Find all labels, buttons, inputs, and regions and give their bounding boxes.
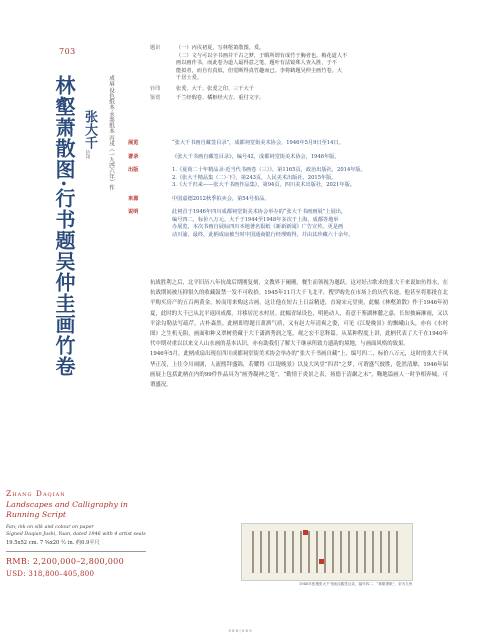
inscription-line: （二）文与可以字书画并千古之梦，于暇所谓有成竹于胸者也。梅花道人不 <box>176 52 348 59</box>
exhibition-text: “张大千书画自藏签目录”，成都祠堂街美术协会，1946年5月9日至14日。 <box>172 140 344 146</box>
note-line: 此祠首于1946年四川成都祠堂街美术协会举办的“张大千书画画展”上展出， <box>172 209 347 215</box>
image-caption: 1946年张墨张大千书画自藏签目录，编号四二，“林壑萧散”，宋为九州 <box>299 582 413 586</box>
essay-paragraph: 1946年5月，此柄成扇出现在四川成都祠堂街美术协会举办的“张大千书画自藏”上，编号四二，标价八万元，这时的张大千风华正茂，上往令川闹剧，人流熙拜盛锦，若耀得《江堤晚景》以及大风堂“四君”之梦，可谓盛气彼胜，乾然清靡，1946年届画展上包括此柄在内的99件作品具为“画秀凝神之笔”，“勤情于炎景之表，扬德于清飙之末”，鞠地篇画人一时争相奔城，可谓盛况。 <box>150 351 448 389</box>
provenance-block <box>128 140 450 239</box>
literature-label: 出版 <box>128 167 139 173</box>
inscription-label: 题识 <box>150 45 161 51</box>
lot-number: 703 <box>59 47 76 56</box>
vertical-meta: 成扇 设色纸本·水墨纸本 丙戌（一九四六年）作 <box>108 75 114 191</box>
essay-paragraph: 抗战胜利之后，北平旧历八年抗战后期刚复刻，文教界于阑珊，餐生而领视为邀跃。这对好占歌求的张大千来说如鱼得水，在抗战期间被压抑很久的收藏鼓禁一发不可收拾。1945年11月大千飞北平，搜罗购先在市场上的历代名迹，他甚至将那批在北平购买房产的五百两黄金，转而用来购这古画。这让他在短古上日益精进，直窥宋元堂奥，此幅《林壑萧散》作于1946年初夏，此时的大千已从北平返回成都，并移居沱水村居。此幅青绿设色，明艳动人，着意于鉴湖林麓之嘉，长短披麻淋雨，又以平涂勾勒法写疏芹，古朴森然。此柄即得题日萧洒气质，又有赵大年清爽之姿，可见《江堤晚景》的飘峨山头，亦有《水村图》之生机无阻，画面和种又翠树傍藏于大千潇洒秀润之笔，观之宏不忍释篇。从某种程度上讲，此柄代表了大千在1940年代中期对重以以来文人山水画的基本认识，亦有助我们了解大千继承所致力遗韵的境地，与画面风格的致果。 <box>150 280 448 348</box>
estimate-usd: USD: 318,800–405,800 <box>6 570 95 578</box>
note-line: 办展览，本次书画自展标四川本地著名报纸《新新新闻》广告宣传。更是画 <box>172 224 344 230</box>
seal-mark <box>303 530 308 535</box>
english-description <box>6 524 146 538</box>
english-signature: Signed Daqian Jushi, Yuan, dated 1946 with 4 artist seals <box>6 532 146 537</box>
page-footer: 0 8 8 | 0 8 9 <box>228 628 252 633</box>
inscription-line: 画以画作书，而此卷为道人最得意之笔，题叶有法镜殊人查入胜，于不 <box>176 60 337 66</box>
recorded-label: 著录 <box>128 153 139 160</box>
recorded-text: 《张大千书画自藏签目录》，编号42，成都祠堂街美术协会，1946年版。 <box>172 153 340 160</box>
seal-text: 张爰、大千、张爰之印、三千大千 <box>176 85 254 92</box>
english-artist: Zhang Daqian <box>6 489 66 498</box>
english-title: Landscapes and Calligraphy in Running Script <box>6 500 128 519</box>
vertical-seals: 钤印 <box>85 150 90 159</box>
vertical-title: 林壑萧散图·行书题吴仲圭画竹卷 <box>52 75 76 377</box>
essay <box>150 278 448 390</box>
literature-item: 2.《张大千精品集（二）·下》，第243页，人民美术出版社，2015年版。 <box>172 174 337 181</box>
estimate-divider <box>6 551 146 552</box>
source-label: 来源 <box>128 195 139 202</box>
colophon-text: 千兰经瑕卷、橘枢经大吉、重付文字。 <box>176 95 265 101</box>
seal-label: 钤印 <box>150 85 161 92</box>
colophon-label: 鉴赏 <box>150 95 161 101</box>
inscription-line: 能拟者，而自有真似，但觉断得真竹趣而已。李将鹤题吴仲圭画竹卷。大 <box>176 67 343 74</box>
literature-item: 3.《大千归来——张大千书画作品集》，第94页，四川美术出版社，2021年版。 <box>172 182 355 188</box>
vertical-artist: 张大千 <box>82 110 97 149</box>
english-info <box>6 489 146 546</box>
note-line: 编号四二，标价八万元。大千于1944至1948年多次于上海、成都等地举 <box>172 216 339 223</box>
note-label: 说明 <box>128 209 139 215</box>
english-medium: Fan; ink on silk and colour on paper <box>6 525 94 530</box>
note-line: 动川渝、最终，此柄成扇被当时中国通商银行经理购得，并由其珍藏六十余年。 <box>172 231 354 238</box>
inscription-line: 千居士爰。 <box>176 75 202 81</box>
literature-item: 1.《夏荷二十年精品录·近当代书画卷（三）》，第1165页，政治出版社，2014年版。 <box>172 167 366 173</box>
exhibition-label: 展览 <box>128 140 139 146</box>
catalogue-image <box>241 523 413 581</box>
english-dimensions: 19.5x52 cm. 7 ⅝x20 ½ in. 约0.9平尺 <box>6 540 100 546</box>
inscription-block <box>150 45 347 103</box>
inscription-line: （一）丙戌初夏，写林壑萧散图。爰。 <box>176 45 265 51</box>
seal-mark <box>319 559 324 564</box>
source-text: 中国嘉德2012秋季拍卖会，第54号拍品。 <box>172 195 270 202</box>
estimate-rmb: RMB: 2,200,000–2,800,000 <box>6 557 124 566</box>
